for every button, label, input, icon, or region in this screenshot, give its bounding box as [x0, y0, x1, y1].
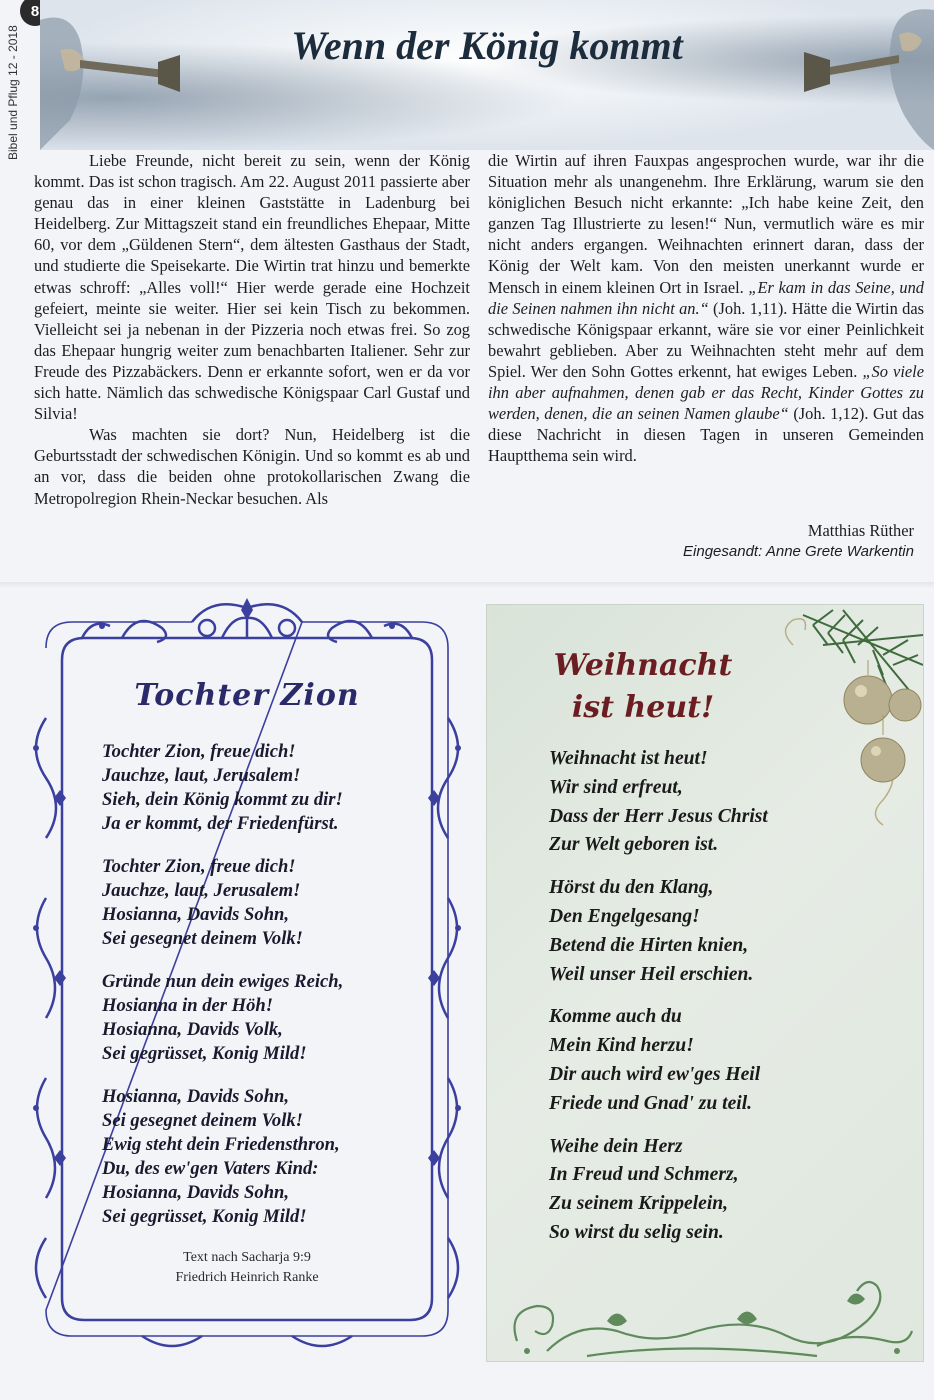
header-banner [40, 0, 934, 150]
green-flourish-ornament [487, 1261, 923, 1361]
author-name: Matthias Rüther [807, 521, 914, 540]
poem-line: Komme auch du [549, 1006, 682, 1028]
poem-line: Jauchze, laut, Jerusalem! [102, 765, 301, 786]
poem-line: Sei gegrüsset, Konig Mild! [102, 1043, 307, 1064]
poem-text [549, 745, 879, 1262]
poem-line: Hörst du den Klang, [549, 877, 714, 899]
poem-line: Zur Welt geboren ist. [549, 834, 719, 856]
poem-line: Hosianna, Davids Sohn, [102, 1182, 290, 1203]
poem-stanza [549, 1133, 879, 1248]
poem-line: Du, des ew'gen Vaters Kind: [102, 1158, 319, 1179]
poem-line: So wirst du selig sein. [549, 1221, 724, 1243]
poem-line: Ja er kommt, der Friedenfürst. [102, 813, 339, 834]
poem-stanza [102, 855, 442, 951]
poem-title-line: Weihnacht [553, 648, 733, 683]
credit-author: Friedrich Heinrich Ranke [175, 1270, 319, 1285]
poem-line: Den Engelgesang! [549, 905, 700, 927]
poem-stanza [102, 1085, 442, 1229]
poem-line: Hosianna, Davids Sohn, [102, 904, 290, 925]
poem-line: Sei gegrüsset, Konig Mild! [102, 1206, 307, 1227]
poem-line: Sei gesegnet deinem Volk! [102, 928, 303, 949]
article-column-left [34, 150, 470, 509]
poem-line: Tochter Zion, freue dich! [102, 741, 296, 762]
poem-line: Tochter Zion, freue dich! [102, 856, 296, 877]
poem-line: Sieh, dein König kommt zu dir! [102, 789, 343, 810]
poem-line: Dass der Herr Jesus Christ [549, 805, 768, 827]
poem-line: In Freud und Schmerz, [549, 1164, 739, 1186]
poem-line: Sei gesegnet deinem Volk! [102, 1110, 303, 1131]
poem-line: Jauchze, laut, Jerusalem! [102, 880, 301, 901]
bible-quote: „So viele ihn aber aufnahmen, denen gab er das Recht, Kinder Gottes zu werden, denen, die an seinen Namen glaube“ [488, 361, 924, 424]
poem-line: Hosianna in der Höh! [102, 995, 274, 1016]
poem-line: Hosianna, Davids Volk, [102, 1019, 283, 1040]
poem-line: Ewig steht dein Friedensthron, [102, 1134, 340, 1155]
article-title: Wenn der König kommt [291, 23, 683, 68]
running-header: Bibel und Pflug 12 - 2018 [6, 25, 20, 160]
section-divider [0, 582, 934, 590]
poem-line: Wir sind erfreut, [549, 776, 683, 798]
poem-credit [22, 1248, 472, 1288]
poem-stanza [549, 874, 879, 989]
poem-line: Mein Kind herzu! [549, 1035, 694, 1057]
article-column-right [488, 150, 925, 560]
article-text: die Wirtin auf ihren Fauxpas angesprochen wurde, war ihr die Situation mehr als unangenehm. Ihre Erklärung, warum sie den königlichen Besuch nicht erkannte: „Ich habe keine Zeit, den ganzen Tag Illustrierte zu lesen!“ Nun, vermutlich wäre es mir nicht anders ergangen. Weihnachten erinnert daran, dass der König der Welt kam. Von den meisten unerkannt wurde er Mensch in einem kleinen Ort in Israel. [488, 151, 924, 297]
poem-line: Weil unser Heil erschien. [549, 963, 754, 985]
poem-stanza [549, 745, 879, 860]
poem-line: Weihe dein Herz [549, 1135, 683, 1157]
poem-text [102, 740, 442, 1248]
poem-tochter-zion [22, 598, 472, 1358]
poem-line: Dir auch wird ew'ges Heil [549, 1063, 761, 1085]
poem-line: Gründe nun dein ewiges Reich, [102, 971, 344, 992]
article-paragraph [488, 150, 924, 466]
poem-title-line: ist heut! [571, 690, 715, 725]
poem-title: Tochter Zion [134, 678, 360, 713]
poem-stanza [549, 1003, 879, 1118]
page-number: 8 [20, 0, 50, 26]
poem-title [543, 645, 743, 729]
submitted-by: Eingesandt: Anne Grete Warkentin [683, 543, 914, 560]
poem-stanza [102, 970, 442, 1066]
poem-line: Betend die Hirten knien, [549, 934, 749, 956]
bible-quote: „Er kam in das Seine, und die Seinen nahmen ihn nicht an.“ [488, 277, 925, 318]
poem-line: Weihnacht ist heut! [549, 748, 708, 769]
credit-source: Text nach Sacharja 9:9 [183, 1250, 311, 1265]
article-paragraph: Liebe Freunde, nicht bereit zu sein, wenn der König kommt. Das ist schon tragisch. Am 22. August 2011 passierte aber genau das in einer kleinen Gaststätte in Ladenburg bei Heidelberg. Zur Mittagszeit stand ein freundliches Ehepaar, Mitte 60, vor dem „Güldenen Stern“, dem ältesten Gasthaus der Stadt, und studierte die Speisekarte. Die Wirtin trat hinzu und bemerkte etwas schroff: „Alles voll!“ Hier werde gerade eine Hochzeit gefeiert, meinte sie weiter. Hier sei kein Tisch zu bekommen. Vielleicht sei ja nebenan in der Pizzeria noch etwas frei. So zog das Ehepaar hungrig weiter zum benachbarten Italiener. Sehr zur Freude des Pizzabäckers. Denn er erkannte sofort, wen er da vor sich hatte. Nämlich das schwedische Königspaar Carl Gustaf und Silvia! [34, 151, 470, 424]
poem-line: Friede und Gnad' zu teil. [549, 1092, 753, 1114]
poem-weihnacht [486, 604, 924, 1362]
article-text: (Joh. 1,11). Hätte die Wirtin das schwedische Königspaar erkannt, wäre sie vor einer Peinlichkeit bewahrt geblieben. Aber zu Weihnachten steht mehr auf dem Spiel. Wer den Sohn Gottes erkennt, hat ewiges Leben. [488, 298, 924, 381]
poem-line: Hosianna, Davids Sohn, [102, 1086, 290, 1107]
article-paragraph: Was machten sie dort? Nun, Heidelberg ist die Geburtsstadt der schwedischen Königin. Und so kommt es ab und an vor, dass die beiden ohne protokollarischen Zwang die Metropolregion Rhein-Neckar besuchen. Als [34, 425, 470, 508]
poem-line: Zu seinem Krippelein, [549, 1193, 729, 1215]
poem-stanza [102, 740, 442, 836]
page-margin [0, 0, 40, 160]
article-text: (Joh. 1,12). Gut das diese Nachricht in diesen Tagen in unseren Gemeinden Hauptthema sein wird. [488, 404, 924, 466]
